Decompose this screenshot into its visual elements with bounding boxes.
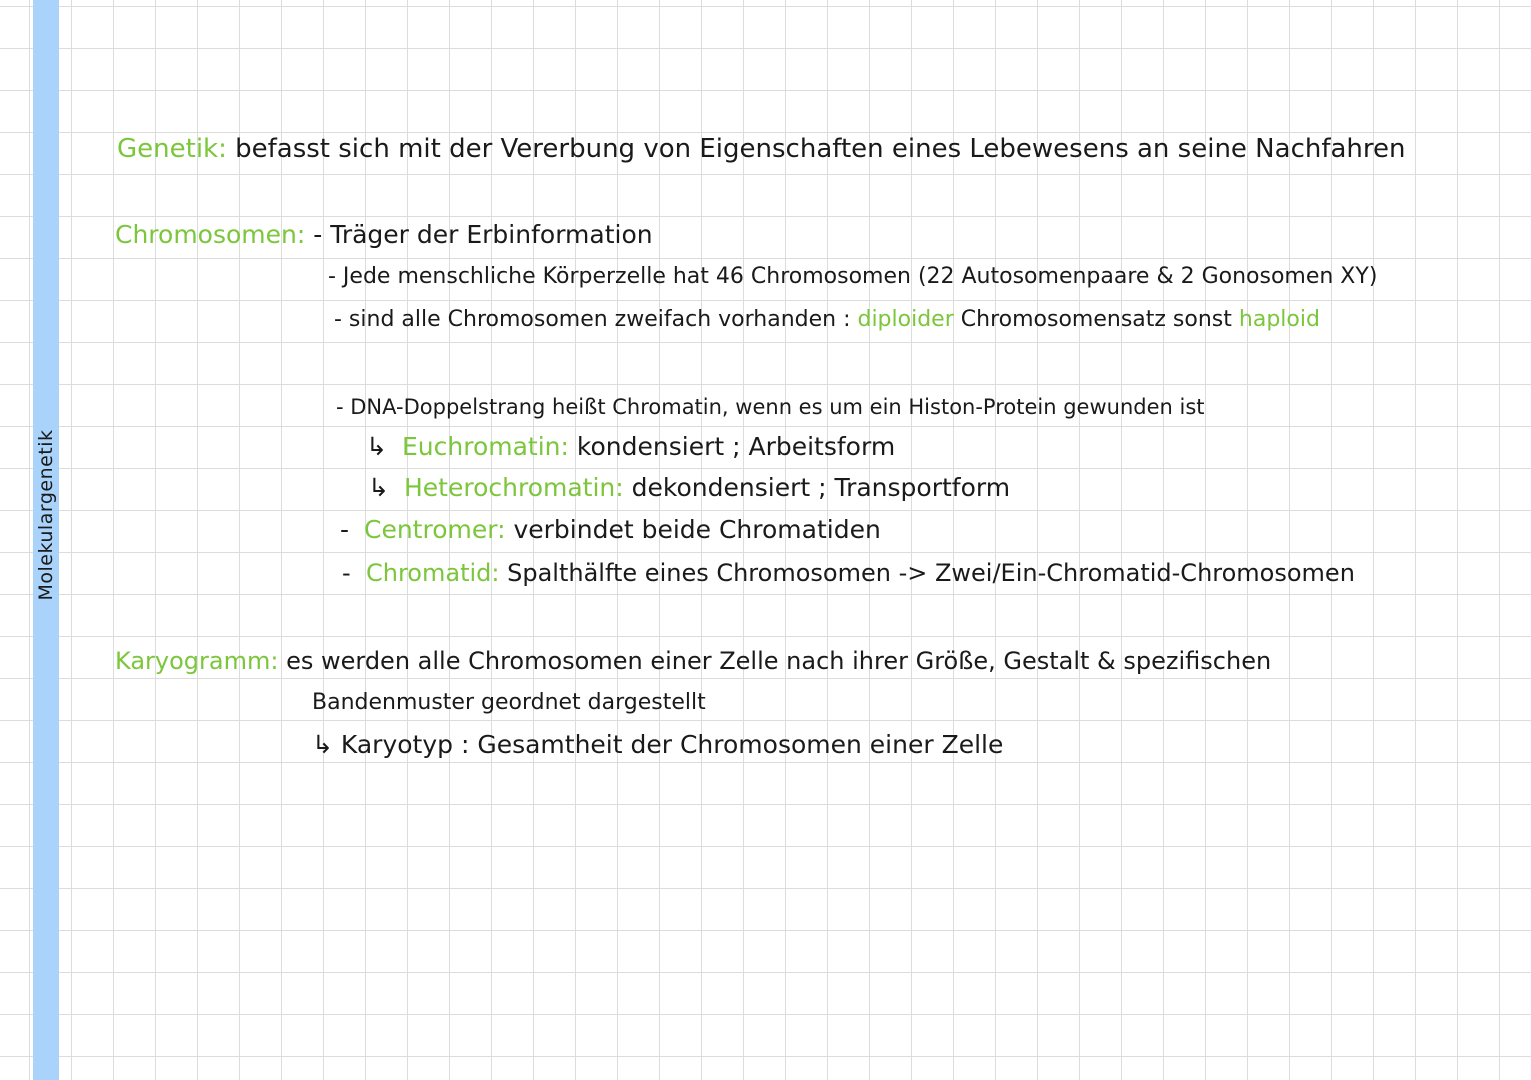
genetik-definition [117,132,1406,166]
chromosomen-line-2 [328,260,1377,294]
genetik-term: Genetik: [117,134,227,164]
karyogramm-line-2 [312,686,706,720]
side-label: Molekulargenetik [35,429,57,601]
karyogramm-text-2: Bandenmuster geordnet dargestellt [312,690,706,715]
heterochromatin-text: dekondensiert ; Transportform [631,473,1011,502]
chromosomen-point-3-mid: Chromosomensatz sonst [960,307,1232,332]
centromer-text: verbindet beide Chromatiden [513,515,881,544]
karyogramm-term: Karyogramm: [115,647,279,675]
dash-marker: - [340,515,350,544]
centromer-line [340,513,881,547]
centromer-term: Centromer: [364,515,506,544]
chromatid-line [342,556,1355,590]
chromosomen-point-1: - Träger der Erbinformation [313,220,653,249]
diploid-term: diploider [857,307,954,332]
karyotyp-text: ↳ Karyotyp : Gesamtheit der Chromosomen einer Zelle [312,730,1004,759]
haploid-term: haploid [1238,307,1320,332]
genetik-text: befasst sich mit der Vererbung von Eigenschaften eines Lebewesens an seine Nachfahren [235,134,1406,164]
karyogramm-line-1 [115,644,1271,678]
chromosomen-line-1 [115,218,653,252]
arrow-icon: ↳ [368,473,389,502]
karyogramm-text-1: es werden alle Chromosomen einer Zelle nach ihrer Größe, Gestalt & spezifischen [286,647,1272,675]
arrow-icon: ↳ [366,432,387,461]
euchromatin-term: Euchromatin: [402,432,569,461]
chromosomen-point-2: - Jede menschliche Körperzelle hat 46 Chromosomen (22 Autosomenpaare & 2 Gonosomen XY) [328,264,1378,289]
karyotyp-line [312,728,1003,762]
dna-text: - DNA-Doppelstrang heißt Chromatin, wenn es um ein Histon-Protein gewunden ist [336,395,1205,419]
chromosomen-term: Chromosomen: [115,220,306,249]
dash-marker: - [342,559,351,587]
chromatid-term: Chromatid: [366,559,500,587]
chromosomen-line-3 [334,303,1320,337]
euchromatin-text: kondensiert ; Arbeitsform [576,432,896,461]
chromosomen-point-3-pre: - sind alle Chromosomen zweifach vorhanden : [334,307,851,332]
chromatid-text: Spalthälfte eines Chromosomen -> Zwei/Ein-Chromatid-Chromosomen [507,559,1355,587]
heterochromatin-term: Heterochromatin: [404,473,624,502]
dna-line [336,390,1205,424]
heterochromatin-line [368,471,1010,505]
euchromatin-line [366,430,895,464]
